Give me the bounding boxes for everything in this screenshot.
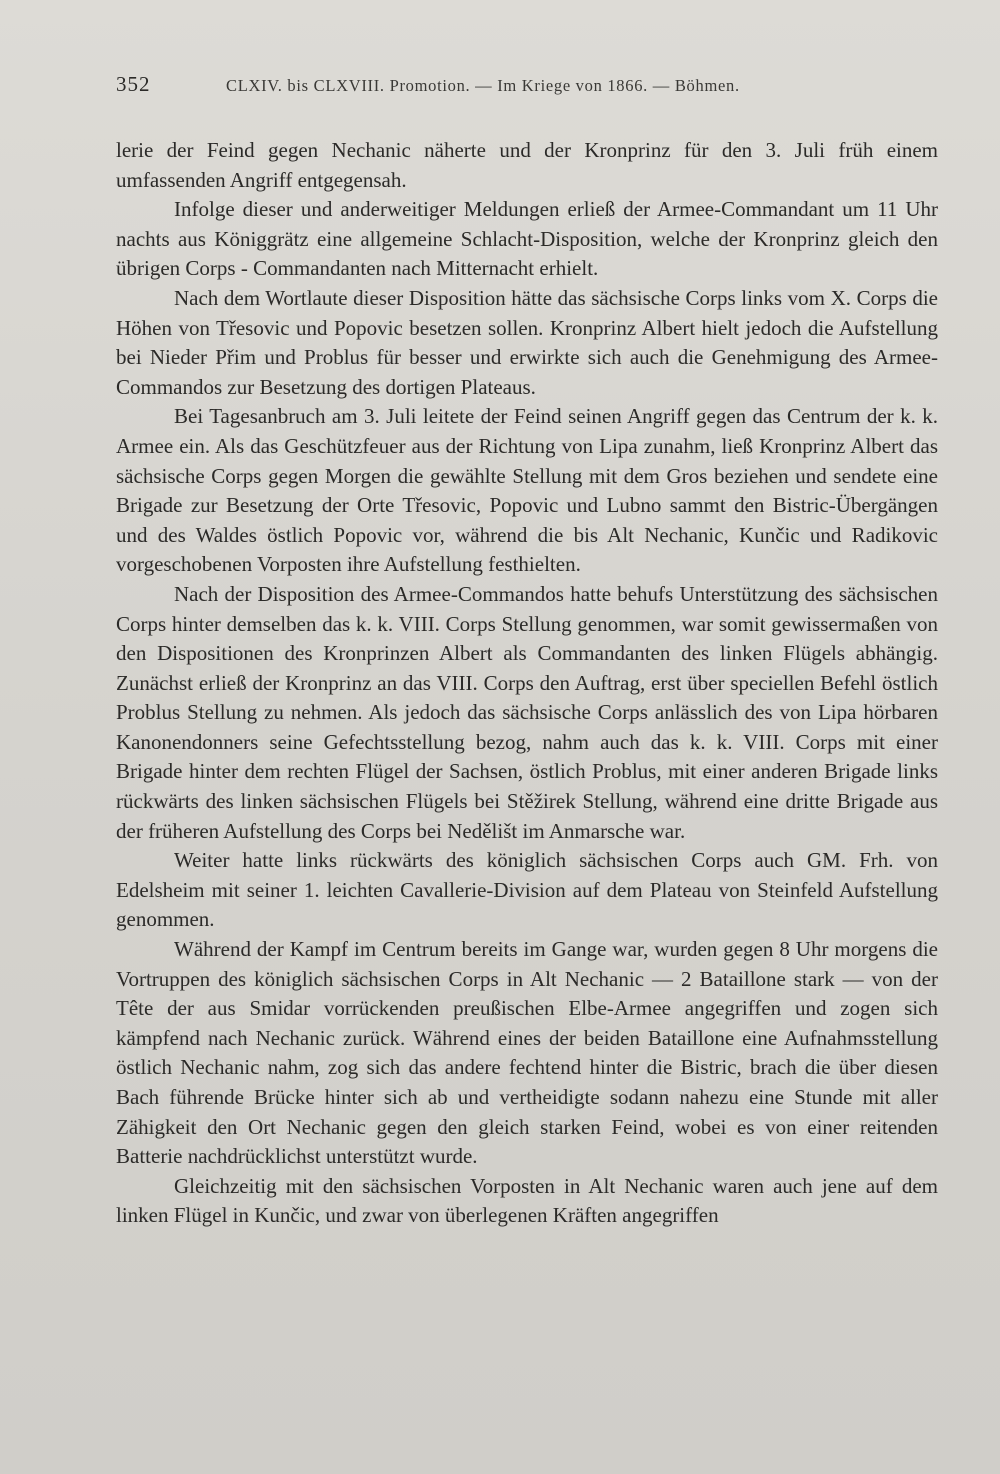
paragraph-1: lerie der Feind gegen Nechanic näherte und der Kronprinz für den 3. Juli früh einem umfassenden Angriff entgegensah. <box>116 138 938 192</box>
running-head <box>116 72 936 102</box>
page-number: 352 <box>116 72 151 96</box>
paragraph-5: Nach der Disposition des Armee-Commandos hatte behufs Unterstützung des sächsischen Corps hinter demselben das k. k. VIII. Corps Stellung genommen, war somit gewissermaßen von den Dispositionen des Kronprinzen Albert als Commandanten des linken Flügels abhängig. Zunächst erließ der Kronprinz an das VIII. Corps den Auftrag, erst über speciellen Befehl östlich Problus Stellung zu nehmen. Als jedoch das sächsische Corps anlässlich des von Lipa hörbaren Kanonendonners seine Gefechtsstellung bezog, nahm auch das k. k. VIII. Corps mit einer Brigade hinter dem rechten Flügel der Sachsen, östlich Problus, mit einer anderen Brigade links rückwärts des linken sächsischen Flügels bei Stěžirek Stellung, während eine dritte Brigade aus der früheren Aufstellung des Corps bei Nedělišt im Anmarsche war. <box>116 581 938 843</box>
paragraph-8: Gleichzeitig mit den sächsischen Vorposten in Alt Nechanic waren auch jene auf dem linken Flügel in Kunčic, und zwar von überlegenen Kräften angegriffen <box>116 1173 938 1228</box>
paragraph-7: Während der Kampf im Centrum bereits im Gange war, wurden gegen 8 Uhr morgens die Vortruppen des königlich sächsischen Corps in Alt Nechanic — 2 Bataillone stark — von der Tête der aus Smidar vorrückenden preußischen Elbe-Armee angegriffen und zogen sich kämpfend nach Nechanic zurück. Während eines der beiden Bataillone eine Aufnahmsstellung östlich Nechanic nahm, zog sich das andere fechtend hinter die Bistric, brach die über diesen Bach führende Brücke hinter sich ab und vertheidigte sodann nahezu eine Stunde mit aller Zähigkeit den Ort Nechanic gegen den gleich starken Feind, wobei es von einer reitenden Batterie nachdrücklichst unterstützt wurde. <box>116 937 938 1169</box>
paragraph-6: Weiter hatte links rückwärts des königlich sächsischen Corps auch GM. Frh. von Edelsheim mit seiner 1. leichten Cavallerie-Division auf dem Plateau von Steinfeld Aufstellung genommen. <box>116 848 938 932</box>
paragraph-2: Infolge dieser und anderweitiger Meldungen erließ der Armee-Commandant um 11 Uhr nachts aus Königgrätz eine allgemeine Schlacht-Disposition, welche der Kronprinz gleich den übrigen Corps - Commandanten nach Mitternacht erhielt. <box>116 197 938 281</box>
running-head-title: CLXIV. bis CLXVIII. Promotion. — Im Kriege von 1866. — Böhmen. <box>226 76 740 95</box>
body-text <box>116 136 938 1231</box>
paragraph-3: Nach dem Wortlaute dieser Disposition hätte das sächsische Corps links vom X. Corps die Höhen von Třesovic und Popovic besetzen sollen. Kronprinz Albert hielt jedoch die Aufstellung bei Nieder Přim und Problus für besser und erwirkte sich auch die Genehmigung des Armee-Commandos zur Besetzung des dortigen Plateaus. <box>116 285 938 399</box>
paragraph-4: Bei Tagesanbruch am 3. Juli leitete der Feind seinen Angriff gegen das Centrum der k. k. Armee ein. Als das Geschützfeuer aus der Richtung von Lipa zunahm, ließ Kronprinz Albert das sächsische Corps gegen Morgen die gewählte Stellung mit dem Gros beziehen und sendete eine Brigade zur Besetzung der Orte Třesovic, Popovic und Lubno sammt den Bistric-Übergängen und des Waldes östlich Popovic vor, während die bis Alt Nechanic, Kunčic und Radikovic vorgeschobenen Vorposten ihre Aufstellung festhielten. <box>116 404 938 577</box>
